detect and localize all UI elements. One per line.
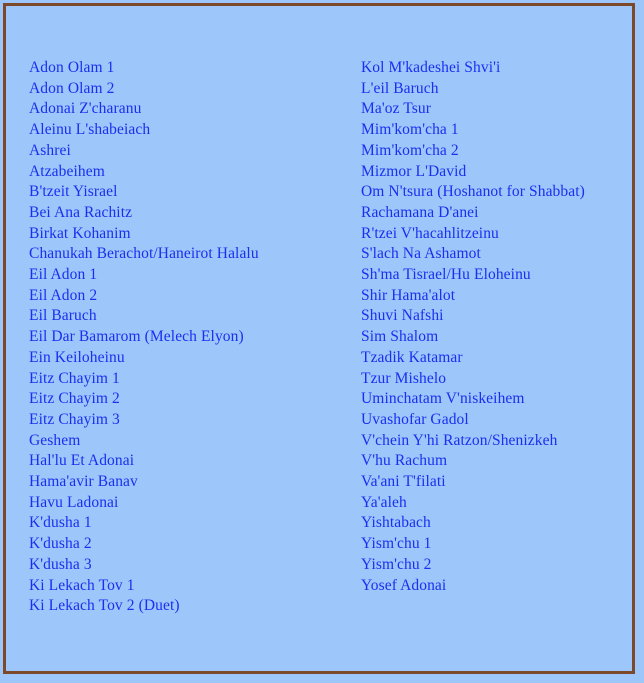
song-list-item: Ki Lekach Tov 1 (29, 576, 135, 594)
song-list-item: K'dusha 2 (29, 535, 92, 553)
song-list-item: Ki Lekach Tov 2 (Duet) (29, 597, 180, 615)
song-list-item: Va'ani T'filati (361, 473, 446, 491)
song-list-item: Geshem (29, 431, 81, 449)
song-list-item: Eitz Chayim 3 (29, 410, 120, 428)
song-list-item: Mim'kom'cha 2 (361, 141, 459, 159)
song-list-item: V'chein Y'hi Ratzon/Shenizkeh (361, 431, 558, 449)
left-column (29, 58, 349, 617)
song-list-item: R'tzei V'hacahlitzeinu (361, 224, 499, 242)
song-list-item: Hal'lu Et Adonai (29, 452, 135, 470)
song-list-item: Havu Ladonai (29, 493, 119, 511)
song-list-item: K'dusha 1 (29, 514, 92, 532)
song-list-item: Kol M'kadeshei Shvi'i (361, 59, 501, 76)
song-list-item: Bei Ana Rachitz (29, 203, 133, 221)
song-list-item: Shuvi Nafshi (361, 307, 444, 325)
song-list-item: Eil Baruch (29, 307, 97, 325)
song-list-item: Sh'ma Tisrael/Hu Eloheinu (361, 266, 531, 284)
song-list-item: Uvashofar Gadol (361, 410, 469, 428)
song-list-item: S'lach Na Ashamot (361, 245, 481, 263)
song-list-item: Yishtabach (361, 514, 431, 532)
song-list-item: Eitz Chayim 2 (29, 390, 120, 408)
document-frame (3, 3, 635, 674)
song-list-item: Adon Olam 1 (29, 59, 115, 76)
song-list-item: Ma'oz Tsur (361, 100, 432, 118)
song-list-item: Uminchatam V'niskeihem (361, 390, 525, 408)
song-list-item: Eil Adon 1 (29, 266, 98, 284)
song-list-item: Mim'kom'cha 1 (361, 121, 459, 139)
song-list-item: Hama'avir Banav (29, 473, 138, 491)
song-list-item: Ya'aleh (361, 493, 407, 511)
song-list-item: Eil Adon 2 (29, 286, 98, 304)
song-list-item: Shir Hama'alot (361, 286, 456, 304)
song-list-item: Tzadik Katamar (361, 348, 463, 366)
song-list-item: Ashrei (29, 141, 71, 159)
song-list-item: Adonai Z'charanu (29, 100, 142, 118)
song-list-item: K'dusha 3 (29, 555, 92, 573)
song-list-item: Om N'tsura (Hoshanot for Shabbat) (361, 183, 585, 201)
song-list-item: Chanukah Berachot/Haneirot Halalu (29, 245, 259, 263)
song-list-item: Yosef Adonai (361, 576, 447, 594)
song-list-item: Tzur Mishelo (361, 369, 447, 387)
song-list-item: Yism'chu 1 (361, 535, 432, 553)
song-list-item: Eil Dar Bamarom (Melech Elyon) (29, 328, 244, 346)
song-list-item: Sim Shalom (361, 328, 439, 346)
song-list-item: Birkat Kohanim (29, 224, 131, 242)
right-column (361, 58, 643, 596)
song-list-item: B'tzeit Yisrael (29, 183, 118, 201)
song-list-item: Yism'chu 2 (361, 555, 432, 573)
song-list-item: Ein Keiloheinu (29, 348, 125, 366)
song-list-item: Eitz Chayim 1 (29, 369, 120, 387)
song-list-item: L'eil Baruch (361, 79, 439, 97)
song-list-item: Aleinu L'shabeiach (29, 121, 151, 139)
song-index-columns (6, 6, 632, 671)
song-list-item: V'hu Rachum (361, 452, 448, 470)
song-list-item: Atzabeihem (29, 162, 105, 180)
song-list-item: Mizmor L'David (361, 162, 467, 180)
song-list-item: Rachamana D'anei (361, 203, 479, 221)
song-list-item: Adon Olam 2 (29, 79, 115, 97)
